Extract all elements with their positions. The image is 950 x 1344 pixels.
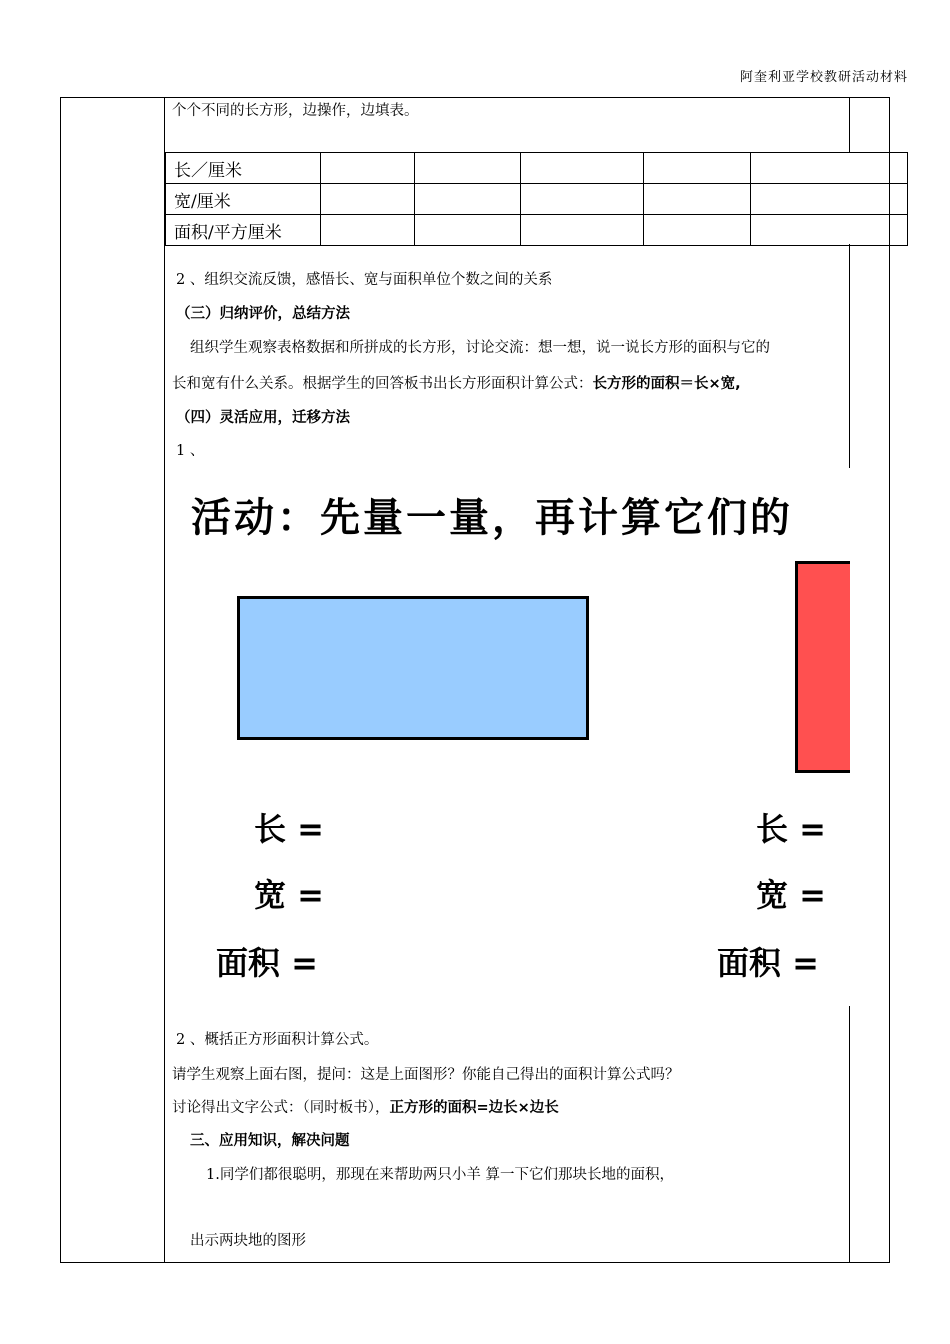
- section-four-heading: （四）灵活应用，迁移方法: [176, 410, 350, 426]
- column-divider-right-mid: [849, 244, 850, 470]
- square-discuss-text: 讨论得出文字公式：（同时板书），: [172, 1100, 390, 1116]
- square-area-formula: 正方形的面积=边长×边长: [389, 1100, 559, 1116]
- table-cell[interactable]: [644, 215, 751, 246]
- discuss-line-1: 组织学生观察表格数据和所拼成的长方形，讨论交流：想一想，说一说长方形的面积与它的: [190, 340, 770, 356]
- activity-slide-image: [166, 468, 850, 1006]
- table-cell[interactable]: [321, 215, 415, 246]
- right-area-label: 面积 =: [717, 944, 819, 982]
- table-cell[interactable]: [644, 153, 751, 184]
- discuss-line-2-text: 长和宽有什么关系。根据学生的回答板书出长方形面积计算公式：: [172, 376, 593, 392]
- square-step-text: 2 、概括正方形面积计算公式。: [176, 1032, 379, 1048]
- table-cell[interactable]: [521, 184, 644, 215]
- table-cell[interactable]: [415, 215, 521, 246]
- row-label-area: 面积/平方厘米: [166, 215, 321, 246]
- table-cell[interactable]: [644, 184, 751, 215]
- table-cell[interactable]: [751, 153, 908, 184]
- left-width-label: 宽 =: [254, 876, 324, 914]
- measure-table: [165, 152, 908, 246]
- slide-title: 活动：先量一量，再计算它们的: [191, 495, 793, 541]
- discuss-line-2: [172, 374, 741, 394]
- column-divider-right-top: [849, 97, 850, 153]
- table-cell[interactable]: [521, 215, 644, 246]
- frame-bottom-line: [60, 1262, 890, 1263]
- column-divider-right-bottom: [849, 1006, 850, 1263]
- table-cell[interactable]: [751, 215, 908, 246]
- rect-area-formula: 长方形的面积＝长×宽,: [592, 376, 741, 392]
- table-row: [166, 215, 908, 246]
- step2-text: 2 、组织交流反馈，感悟长、宽与面积单位个数之间的关系: [176, 272, 553, 288]
- left-area-label: 面积 =: [216, 944, 318, 982]
- section-three-heading: （三）归纳评价，总结方法: [176, 306, 350, 322]
- column-divider-left: [164, 97, 165, 1263]
- frame-right-line: [889, 97, 890, 1263]
- apply-line-1: 1.同学们都很聪明，那现在来帮助两只小羊 算一下它们那块长地的面积，: [206, 1167, 674, 1183]
- item-1-label: 1 、: [176, 443, 205, 459]
- frame-left-line: [60, 97, 61, 1263]
- table-row: [166, 184, 908, 215]
- right-length-label: 长 =: [756, 810, 826, 848]
- table-cell[interactable]: [321, 153, 415, 184]
- row-label-width: 宽/厘米: [166, 184, 321, 215]
- table-cell[interactable]: [415, 184, 521, 215]
- table-row: [166, 153, 908, 184]
- row-label-length: 长／厘米: [166, 153, 321, 184]
- square-question: 请学生观察上面右图，提问：这是上面图形？你能自己得出的面积计算公式吗？: [172, 1067, 680, 1083]
- apply-heading: 三、应用知识，解决问题: [190, 1133, 350, 1149]
- apply-line-2: 出示两块地的图形: [190, 1233, 306, 1249]
- red-square: [795, 561, 850, 773]
- right-width-label: 宽 =: [756, 876, 826, 914]
- header-note: 阿奎利亚学校教研活动材料: [739, 70, 908, 85]
- intro-line: 个个不同的长方形，边操作，边填表。: [172, 103, 419, 119]
- left-length-label: 长 =: [254, 810, 324, 848]
- table-cell[interactable]: [521, 153, 644, 184]
- table-cell[interactable]: [751, 184, 908, 215]
- blue-rectangle: [237, 596, 589, 740]
- square-discuss: [172, 1098, 559, 1118]
- table-cell[interactable]: [321, 184, 415, 215]
- frame-top-line: [60, 97, 890, 98]
- table-cell[interactable]: [415, 153, 521, 184]
